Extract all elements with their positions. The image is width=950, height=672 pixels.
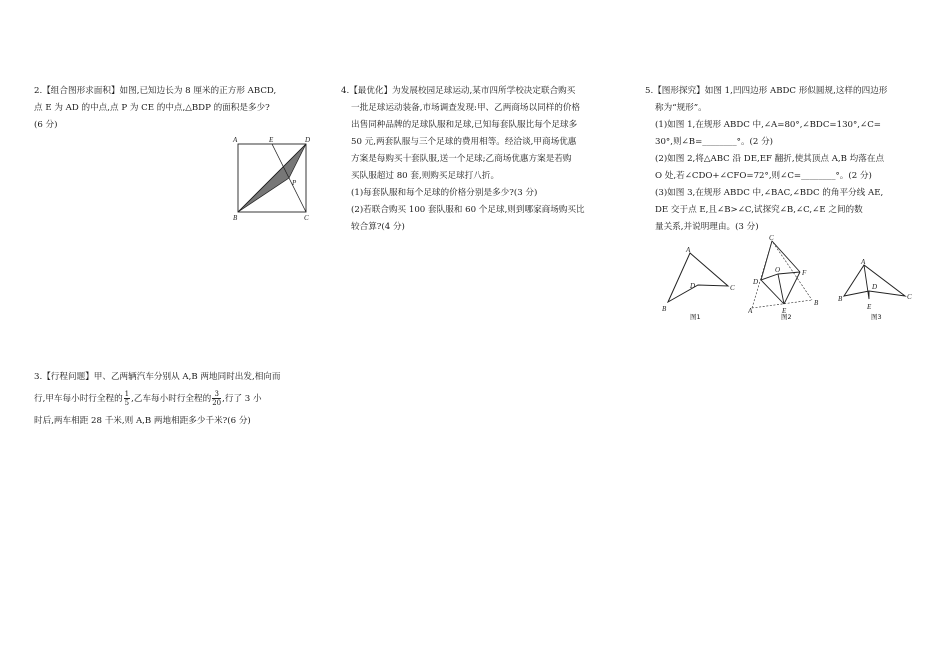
- label-b: B: [233, 214, 238, 222]
- q3-line-1: 3.【行程问题】甲、乙两辆汽车分别从 A,B 两地同时出发,相向而: [34, 372, 281, 382]
- fig3-concave-quad: [844, 265, 905, 296]
- fig3-label-d: D: [872, 283, 878, 291]
- fig2-segment-oe: [778, 274, 784, 304]
- question-4: [341, 83, 585, 236]
- label-p: P: [292, 179, 297, 187]
- fig2-label-o: O: [775, 266, 781, 274]
- fig1-label-d: D: [690, 282, 696, 290]
- q4-line-9: 较合算?(4 分): [351, 222, 405, 232]
- q5-line-5: (2)如图 2,将△ABC 沿 DE,EF 翻折,使其顶点 A,B 均落在点: [655, 154, 885, 164]
- fig3-label-c: C: [907, 293, 912, 301]
- q4-line-6: 买队服超过 80 套,则购买足球打八折。: [351, 171, 500, 181]
- q4-line-4: 50 元,两套队服与三个足球的费用相等。经洽谈,甲商场优惠: [351, 137, 577, 147]
- fig2-label-f: F: [802, 269, 807, 277]
- fig2-label-c: C: [769, 234, 774, 242]
- q3-line-2b: ,乙车每小时行全程的: [131, 394, 212, 404]
- q2-line-1: 2.【组合图形求面积】如图,已知边长为 8 厘米的正方形 ABCD,: [34, 86, 277, 96]
- q2-square-figure: [228, 132, 318, 222]
- q5-figure-3: [836, 255, 918, 313]
- question-3: [34, 366, 302, 432]
- fig3-bisectors-ae-de: [864, 265, 869, 299]
- fig2-caption: 图2: [781, 313, 792, 321]
- q2-line-3: (6 分): [34, 120, 58, 130]
- fig2-fold-de: [761, 280, 784, 304]
- label-c: C: [304, 214, 309, 222]
- fig1-label-c: C: [730, 284, 735, 292]
- fig3-label-b: B: [838, 295, 843, 303]
- fig2-side-dc: [761, 241, 772, 280]
- fig2-fold-ef: [784, 272, 800, 304]
- q4-line-5: 方案是每购买十套队服,送一个足球;乙商场优惠方案是若购: [351, 154, 572, 164]
- q4-line-2: 一批足球运动装备,市场调查发现:甲、乙两商场以同样的价格: [351, 103, 581, 113]
- q2-line-2: 点 E 为 AD 的中点,点 P 为 CE 的中点,△BDP 的面积是多少?: [34, 103, 270, 113]
- fig1-concave-quad: [668, 253, 728, 302]
- q5-figure-1: [656, 244, 738, 314]
- fig1-caption: 图1: [690, 313, 701, 321]
- fig2-label-e: E: [782, 307, 787, 314]
- question-2: [34, 83, 276, 134]
- fig3-label-a: A: [861, 258, 866, 266]
- label-e: E: [269, 136, 274, 144]
- q5-line-2: 称为“规形”。: [655, 103, 707, 113]
- q4-line-7: (1)每套队服和每个足球的价格分别是多少?(3 分): [351, 188, 538, 198]
- q5-line-3: (1)如图 1,在规形 ABDC 中,∠A=80°,∠BDC=130°,∠C=: [655, 120, 882, 130]
- fig2-label-b: B: [814, 299, 819, 307]
- question-5: [645, 83, 887, 236]
- diagonal-bd: [238, 144, 306, 212]
- q3-line-2c: ,行了 3 小: [222, 394, 262, 404]
- fig2-label-d: D: [753, 278, 759, 286]
- q5-figure-2: [748, 232, 830, 314]
- q4-line-1: 4.【最优化】为发展校园足球运动,某市四所学校决定联合购买: [341, 86, 576, 96]
- fig1-label-a: A: [686, 246, 691, 254]
- fig3-caption: 图3: [871, 313, 882, 321]
- q5-line-1: 5.【图形探究】如图 1,凹四边形 ABDC 形似圆规,这样的四边形: [645, 86, 888, 96]
- q3-line-3: 时后,两车相距 28 千米,则 A,B 两地相距多少千米?(6 分): [34, 416, 251, 426]
- q5-line-8: DE 交于点 E,且∠B>∠C,试探究∠B,∠C,∠E 之间的数: [655, 205, 863, 215]
- q3-line-2: [34, 388, 302, 410]
- fig2-label-a: A: [748, 307, 753, 314]
- fig1-label-b: B: [662, 305, 667, 313]
- fig3-label-e: E: [867, 303, 872, 311]
- label-d: D: [305, 136, 311, 144]
- q5-line-6: O 处,若∠CDO+∠CFO=72°,则∠C=________°。(2 分): [655, 171, 872, 181]
- q5-line-7: (3)如图 3,在规形 ABDC 中,∠BAC,∠BDC 的角平分线 AE,: [655, 188, 884, 198]
- label-a: A: [233, 136, 238, 144]
- q5-line-9: 量关系,并说明理由。(3 分): [655, 222, 759, 232]
- q3-line-2a: 行,甲车每小时行全程的: [34, 394, 123, 404]
- q5-line-4: 30°,则∠B=________°。(2 分): [655, 137, 774, 147]
- q4-line-8: (2)若联合购买 100 套队服和 60 个足球,则到哪家商场购买比: [351, 205, 585, 215]
- fraction-one-fifth: $\frac{1}{5}$: [124, 390, 130, 407]
- fraction-three-twentieths: $\frac{3}{20}$: [212, 390, 222, 407]
- q4-line-3: 出售同种品牌的足球队服和足球,已知每套队服比每个足球多: [351, 120, 578, 130]
